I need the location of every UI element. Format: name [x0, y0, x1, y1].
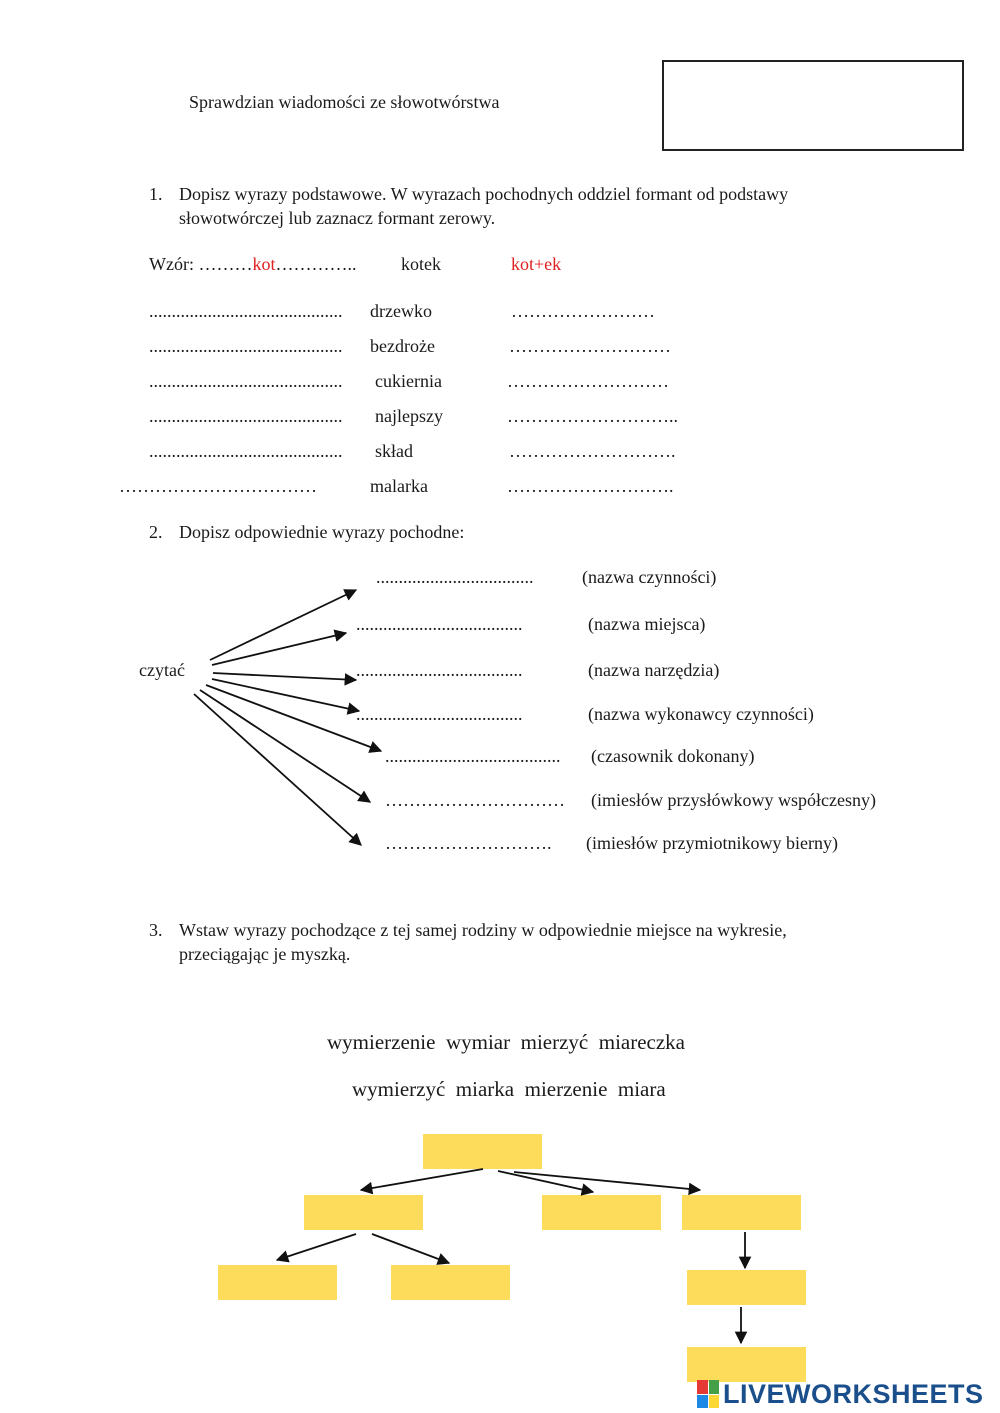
drag-word[interactable]: wymierzyć: [352, 1077, 446, 1101]
task2-hint: (czasownik dokonany): [591, 746, 755, 766]
task2-blank[interactable]: ……………………….: [385, 833, 552, 853]
drag-word[interactable]: mierzenie: [524, 1077, 608, 1101]
task2-hint: (imiesłów przysłówkowy współczesny): [591, 790, 876, 810]
task3-instruction-line2: przeciągając je myszką.: [179, 944, 351, 964]
task2-hint: (nazwa narzędzia): [588, 660, 720, 680]
task1-row-lead[interactable]: ...........................................: [149, 371, 343, 391]
arrow: [372, 1234, 449, 1263]
arrow: [213, 673, 356, 680]
logo-mark-icon: [697, 1380, 719, 1408]
task1-row-trail[interactable]: ……………………: [511, 301, 655, 321]
task1-row-lead[interactable]: ...........................................: [149, 441, 343, 461]
arrow: [210, 590, 356, 660]
task1-row-lead[interactable]: ...........................................: [149, 301, 343, 321]
arrow: [194, 694, 361, 845]
task2-hint: (nazwa czynności): [582, 567, 717, 587]
task1-row-lead[interactable]: ……………………………: [119, 476, 317, 496]
task1-row-trail[interactable]: ………………………: [509, 336, 671, 356]
task2-blank[interactable]: .....................................: [356, 614, 523, 634]
drag-word[interactable]: mierzyć: [520, 1030, 589, 1054]
task3-instruction-line1: Wstaw wyrazy pochodzące z tej samej rodziny w odpowiednie miejsce na wykresie,: [179, 920, 787, 940]
arrow: [361, 1169, 483, 1190]
task2-blank[interactable]: .....................................: [356, 704, 523, 724]
task1-number: 1.: [149, 184, 163, 204]
drag-word[interactable]: miarka: [455, 1077, 515, 1101]
drag-word[interactable]: miara: [617, 1077, 666, 1101]
task1-row-trail[interactable]: ……………………….: [507, 476, 674, 496]
task1-instruction-line1: Dopisz wyrazy podstawowe. W wyrazach pochodnych oddziel formant od podstawy: [179, 184, 789, 204]
example-word: kotek: [401, 254, 441, 274]
task2-blank[interactable]: …………………………: [385, 790, 565, 810]
task1-row-trail[interactable]: ……………………….: [509, 441, 676, 461]
task2-instruction: Dopisz odpowiednie wyrazy pochodne:: [179, 522, 465, 542]
task1-row-trail[interactable]: ………………………: [507, 371, 669, 391]
task2-blank[interactable]: .....................................: [356, 660, 523, 680]
arrow: [200, 690, 370, 802]
page-title: Sprawdzian wiadomości ze słowotwórstwa: [189, 92, 500, 112]
task1-row-word: cukiernia: [375, 371, 442, 391]
task2-hint: (nazwa miejsca): [588, 614, 706, 634]
task2-blank[interactable]: .......................................: [385, 746, 561, 766]
task2-root-word: czytać: [139, 660, 185, 680]
task1-instruction-line2: słowotwórczej lub zaznacz formant zerowy.: [179, 208, 496, 228]
drag-word[interactable]: wymierzenie: [327, 1030, 436, 1054]
drag-word[interactable]: wymiar: [445, 1030, 511, 1054]
task1-row-lead[interactable]: ...........................................: [149, 336, 343, 356]
task1-row-word: najlepszy: [375, 406, 443, 426]
task2-blank[interactable]: ...................................: [376, 567, 534, 587]
task2-hint: (nazwa wykonawcy czynności): [588, 704, 814, 724]
task1-row-word: drzewko: [370, 301, 432, 321]
task1-row-trail[interactable]: ………………………..: [507, 406, 678, 426]
example-answer: kot+ek: [511, 254, 562, 274]
example-dots: …………..: [275, 254, 357, 274]
arrow: [277, 1234, 356, 1260]
task2-number: 2.: [149, 522, 163, 542]
task1-row-word: skład: [375, 441, 413, 461]
drag-word[interactable]: miareczka: [598, 1030, 686, 1054]
example-base: kot: [252, 254, 276, 274]
task2-hint: (imiesłów przymiotnikowy bierny): [586, 833, 838, 853]
task1-row-word: malarka: [370, 476, 428, 496]
liveworksheets-logo: [697, 1378, 984, 1410]
task3-number: 3.: [149, 920, 163, 940]
task1-row-lead[interactable]: ...........................................: [149, 406, 343, 426]
logo-text: LIVEWORKSHEETS: [723, 1378, 984, 1409]
example-label: Wzór: ………: [149, 254, 253, 274]
task1-row-word: bezdroże: [370, 336, 435, 356]
arrow: [206, 685, 381, 751]
